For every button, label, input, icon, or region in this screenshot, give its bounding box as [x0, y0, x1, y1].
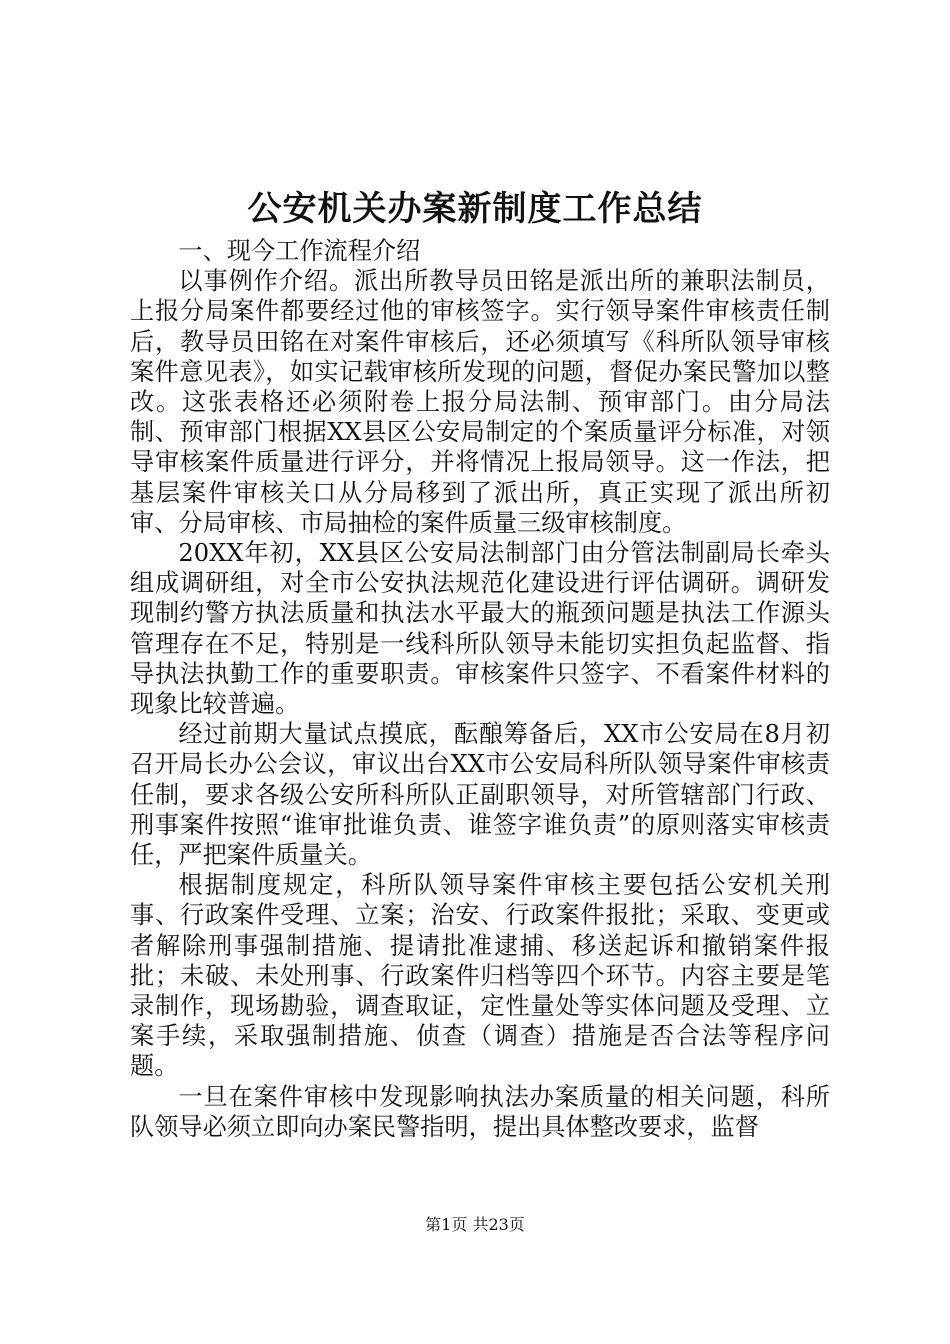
body-paragraph: 经过前期大量试点摸底，酝酿筹备后，XX市公安局在8月初召开局长办公会议，审议出台XX市公安局科所队领导案件审核责任制，要求各级公安所科所队正副职领导，对所管辖部门行政、刑事案件按照“谁审批谁负责、谁签字谁负责”的原则落实审核责任，严把案件质量关。	[130, 720, 830, 870]
document-title: 公安机关办案新制度工作总结	[247, 189, 703, 229]
page-number-footer: 第1页 共23页	[425, 1215, 525, 1234]
body-paragraph: 以事例作介绍。派出所教导员田铭是派出所的兼职法制员，上报分局案件都要经过他的审核签字。实行领导案件审核责任制后，教导员田铭在对案件审核后，还必须填写《科所队领导审核案件意见表》，如实记载审核所发现的问题，督促办案民警加以整改。这张表格还必须附卷上报分局法制、预审部门。由分局法制、预审部门根据XX县区公安局制定的个案质量评分标准，对领导审核案件质量进行评分，并将情况上报局领导。这一作法，把基层案件审核关口从分局移到了派出所，真正实现了派出所初审、分局审核、市局抽检的案件质量三级审核制度。	[130, 267, 830, 537]
section-heading: 一、现今工作流程介绍	[178, 237, 421, 265]
document-body	[130, 236, 830, 1142]
body-paragraph: 一旦在案件审核中发现影响执法办案质量的相关问题，科所队领导必须立即向办案民警指明，提出具体整改要求，监督	[130, 1082, 830, 1141]
body-paragraph: 根据制度规定，科所队领导案件审核主要包括公安机关刑事、行政案件受理、立案；治安、行政案件报批；采取、变更或者解除刑事强制措施、提请批准逮捕、移送起诉和撤销案件报批；未破、未处刑事、行政案件归档等四个环节。内容主要是笔录制作，现场勘验，调查取证，定性量处等实体问题及受理、立案手续，采取强制措施、侦查（调查）措施是否合法等程序问题。	[130, 871, 830, 1081]
body-paragraph: 20XX年初，XX县区公安局法制部门由分管法制副局长牵头组成调研组，对全市公安执法规范化建设进行评估调研。调研发现制约警方执法质量和执法水平最大的瓶颈问题是执法工作源头管理存在不足，特别是一线科所队领导未能切实担负起监督、指导执法执勤工作的重要职责。审核案件只签字、不看案件材料的现象比较普遍。	[130, 539, 830, 719]
